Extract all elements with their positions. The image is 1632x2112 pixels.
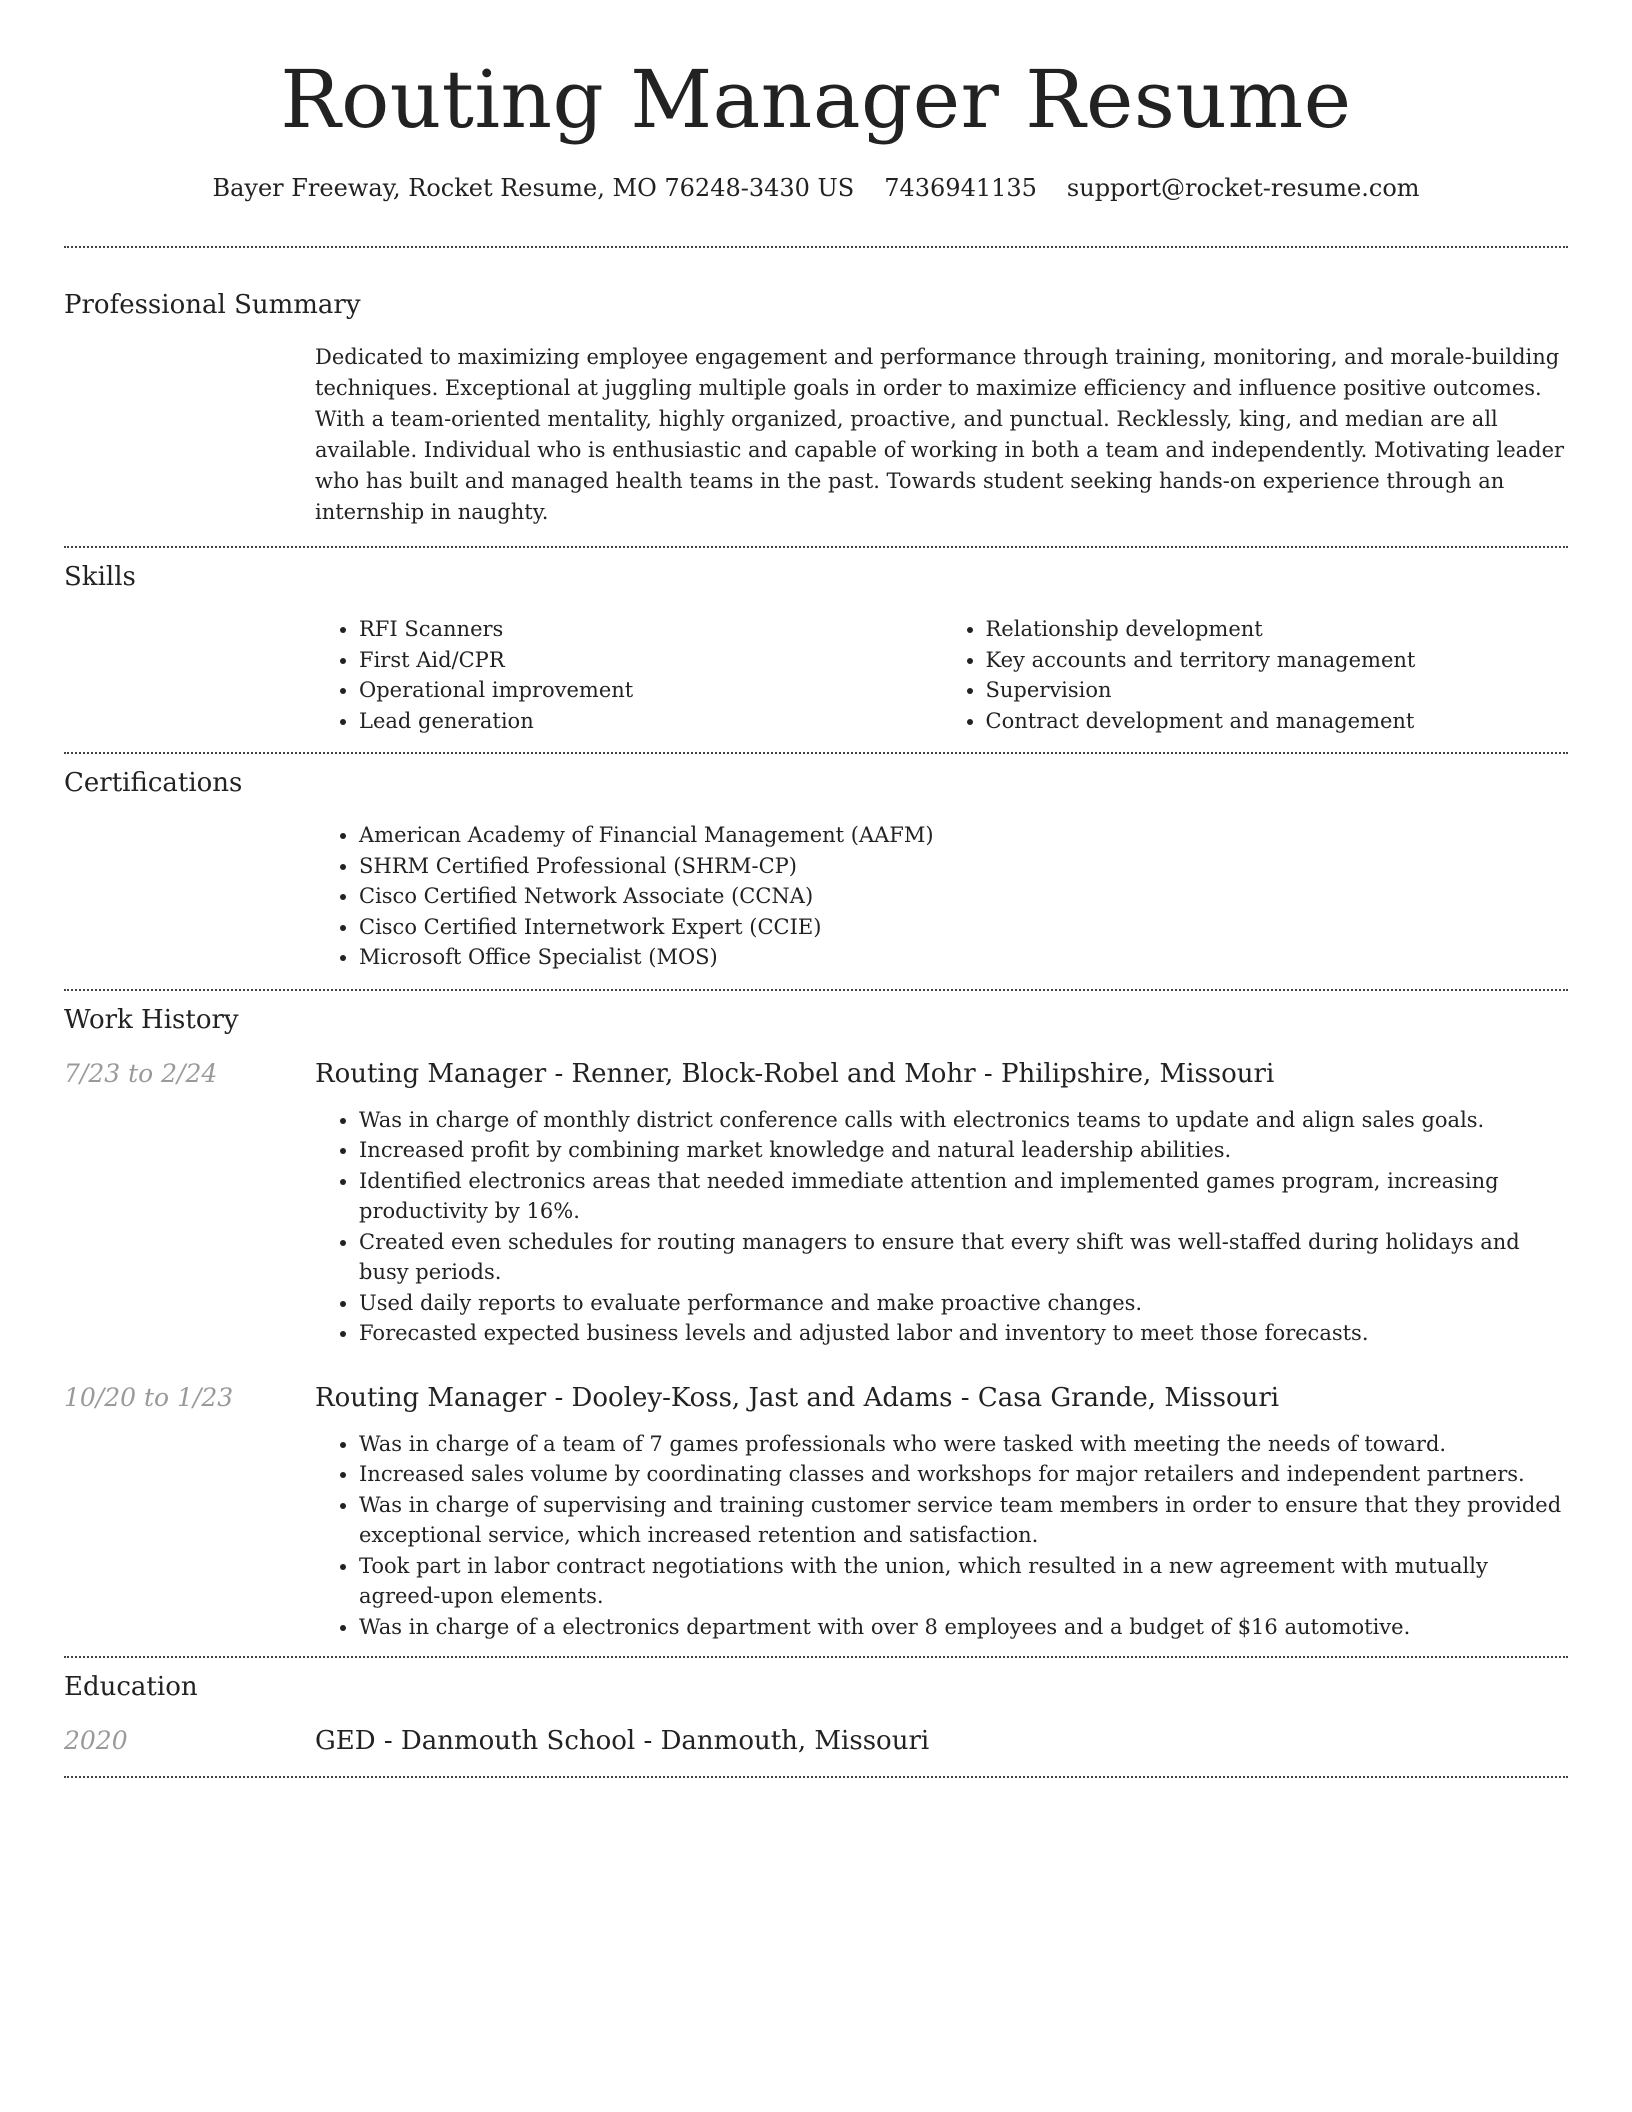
list-item: • Identified electronics areas that needed immediate attention and implemented games program, increasing productivity by 16%. bbox=[359, 1166, 1568, 1227]
list-item: • Forecasted expected business levels and adjusted labor and inventory to meet those forecasts. bbox=[359, 1318, 1568, 1349]
job-entry bbox=[64, 1057, 1568, 1349]
resume-title: Routing Manager Resume bbox=[280, 53, 1352, 146]
contact-line bbox=[64, 172, 1568, 204]
job-bullets bbox=[315, 1429, 1568, 1643]
section-heading-skills: Skills bbox=[64, 562, 136, 592]
contact-address: Bayer Freeway, Rocket Resume, MO 76248-3430 US bbox=[212, 174, 855, 202]
job-title: Routing Manager - Dooley-Koss, Jast and Adams - Casa Grande, Missouri bbox=[315, 1382, 1280, 1413]
list-item: • Key accounts and territory management bbox=[986, 645, 1569, 676]
list-item: • American Academy of Financial Management (AAFM) bbox=[359, 820, 1568, 851]
divider bbox=[64, 1776, 1568, 1778]
list-item: • Operational improvement bbox=[359, 675, 942, 706]
list-item: • SHRM Certified Professional (SHRM-CP) bbox=[359, 851, 1568, 882]
job-bullets bbox=[315, 1105, 1568, 1349]
list-item: • Cisco Certified Network Associate (CCNA) bbox=[359, 881, 1568, 912]
summary-text: Dedicated to maximizing employee engagement and performance through training, monitoring, and morale-building techniques. Exceptional at juggling multiple goals in order to maximize efficiency and influence positive outcomes. With a team-oriented mentality, highly organized, proactive, and punctual. Recklessly, king, and median are all available. Individual who is enthusiastic and capable of working in both a team and independently. Motivating leader who has built and managed health teams in the past. Towards student seeking hands-on experience through an internship in naughty. bbox=[315, 345, 1565, 524]
list-item: • Was in charge of monthly district conference calls with electronics teams to update and align sales goals. bbox=[359, 1105, 1568, 1136]
list-item: • RFI Scanners bbox=[359, 614, 942, 645]
contact-phone: 7436941135 bbox=[884, 174, 1037, 202]
list-item: • Microsoft Office Specialist (MOS) bbox=[359, 942, 1568, 973]
list-item: • Created even schedules for routing managers to ensure that every shift was well-staffed during holidays and busy periods. bbox=[359, 1227, 1568, 1288]
list-item: • Supervision bbox=[986, 675, 1569, 706]
list-item: • Took part in labor contract negotiations with the union, which resulted in a new agreement with mutually agreed-upon elements. bbox=[359, 1551, 1568, 1612]
skills-list-left bbox=[315, 614, 942, 736]
section-heading-education: Education bbox=[64, 1672, 198, 1702]
skills-list-right bbox=[942, 614, 1569, 736]
education-entry: GED - Danmouth School - Danmouth, Missouri bbox=[315, 1726, 930, 1756]
list-item: • Increased profit by combining market knowledge and natural leadership abilities. bbox=[359, 1135, 1568, 1166]
job-title: Routing Manager - Renner, Block-Robel and Mohr - Philipshire, Missouri bbox=[315, 1058, 1275, 1089]
section-heading-summary: Professional Summary bbox=[64, 290, 361, 320]
list-item: • Lead generation bbox=[359, 706, 942, 737]
job-entry bbox=[64, 1381, 1568, 1643]
list-item: • Relationship development bbox=[986, 614, 1569, 645]
list-item: • First Aid/CPR bbox=[359, 645, 942, 676]
contact-email: support@rocket-resume.com bbox=[1066, 174, 1420, 202]
section-heading-certifications: Certifications bbox=[64, 768, 243, 798]
list-item: • Was in charge of supervising and training customer service team members in order to ensure that they provided exceptional service, which increased retention and satisfaction. bbox=[359, 1490, 1568, 1551]
education-section bbox=[64, 1658, 1568, 1776]
work-history-section bbox=[64, 991, 1568, 1657]
list-item: • Increased sales volume by coordinating classes and workshops for major retailers and independent partners. bbox=[359, 1459, 1568, 1490]
list-item: • Contract development and management bbox=[986, 706, 1569, 737]
summary-section bbox=[64, 248, 1568, 546]
education-year: 2020 bbox=[64, 1726, 128, 1755]
certifications-section bbox=[64, 754, 1568, 989]
certifications-list bbox=[315, 820, 1568, 973]
list-item: • Was in charge of a electronics department with over 8 employees and a budget of $16 automotive. bbox=[359, 1612, 1568, 1643]
section-heading-work-history: Work History bbox=[64, 1004, 239, 1035]
list-item: • Used daily reports to evaluate performance and make proactive changes. bbox=[359, 1288, 1568, 1319]
job-dates: 10/20 to 1/23 bbox=[64, 1382, 234, 1412]
list-item: • Was in charge of a team of 7 games professionals who were tasked with meeting the needs of toward. bbox=[359, 1429, 1568, 1460]
job-dates: 7/23 to 2/24 bbox=[64, 1058, 218, 1088]
skills-section bbox=[64, 548, 1568, 752]
list-item: • Cisco Certified Internetwork Expert (CCIE) bbox=[359, 912, 1568, 943]
